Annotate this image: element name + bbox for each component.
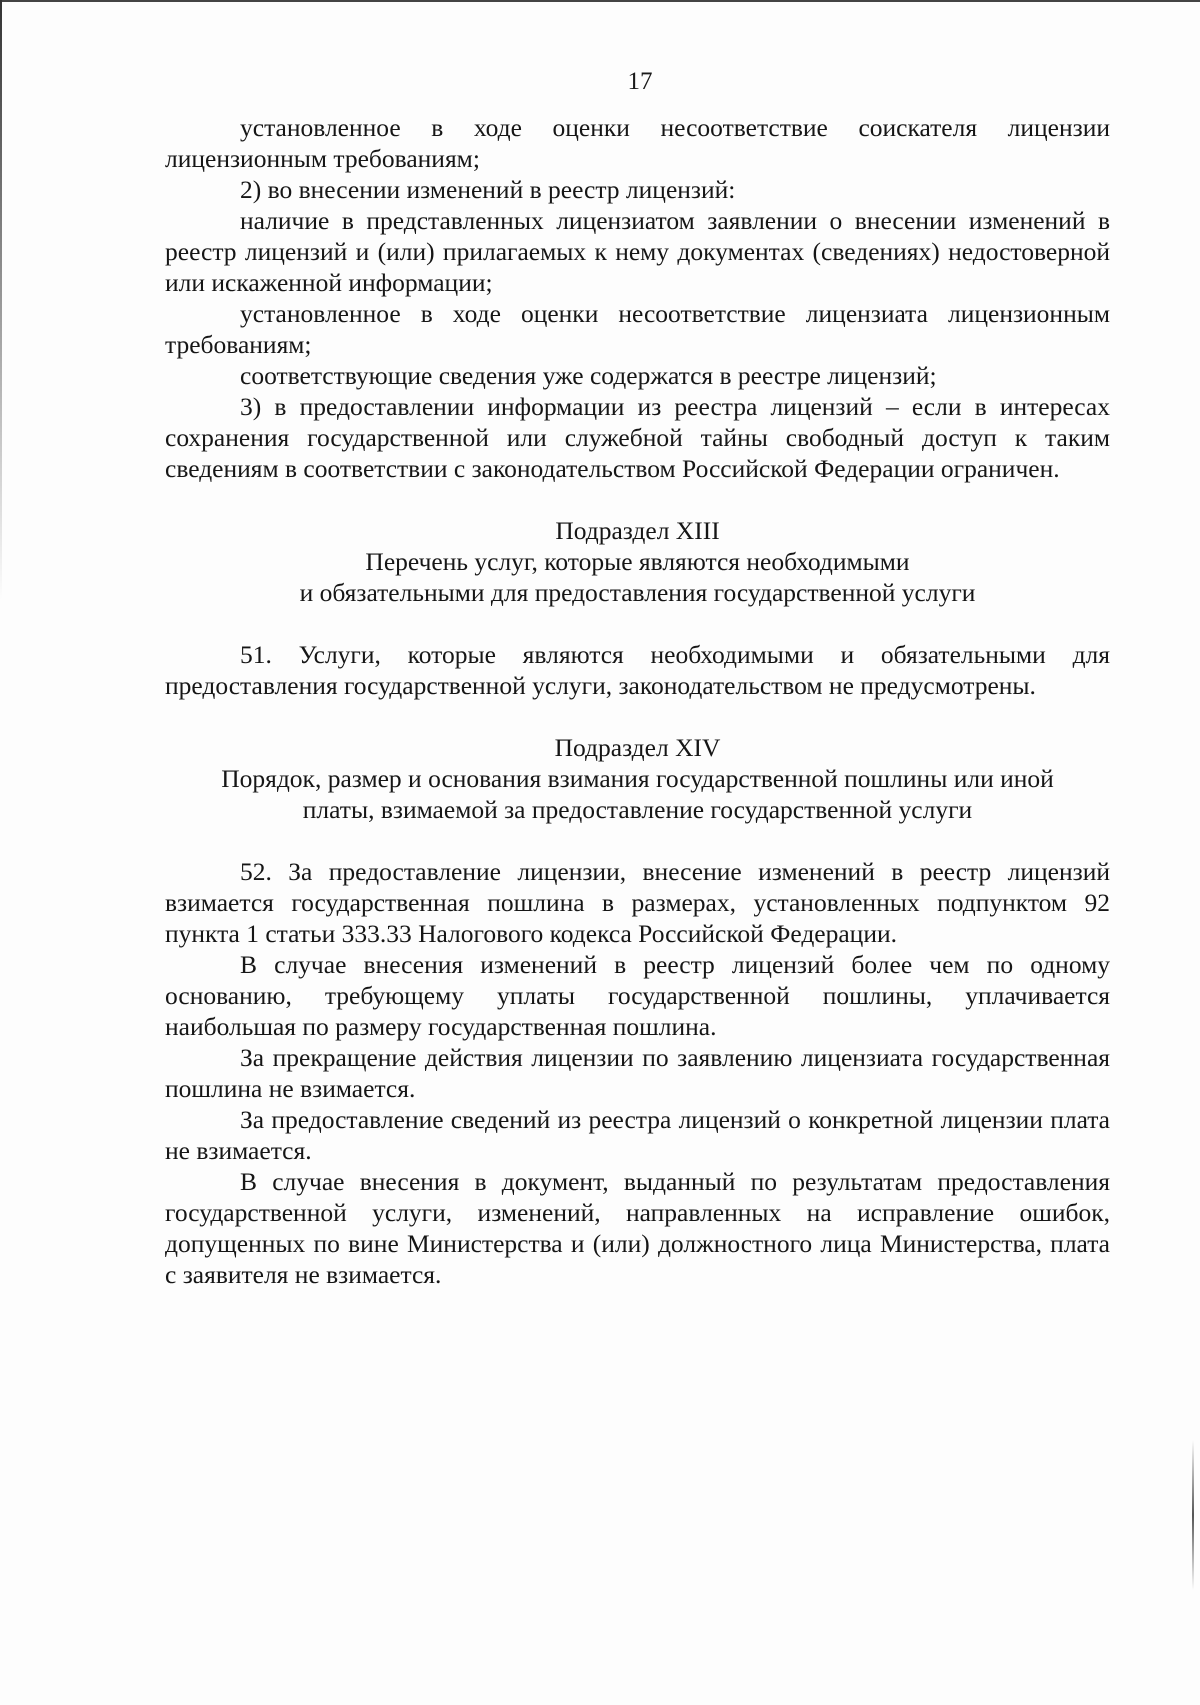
section-13-subtitle-line2: и обязательными для предоставления государственной услуги [299, 578, 976, 607]
paragraph: В случае внесения в документ, выданный по результатам предоставления государственной услуги, изменений, направленных на исправление ошибок, допущенных по вине Министерства и (или) должностного лица Министерства, плата с заявителя не взимается. [165, 1167, 1110, 1289]
document-body [165, 112, 1110, 1290]
section-13-subtitle-line1: Перечень услуг, которые являются необходимыми [365, 547, 910, 576]
section-14-subtitle-line2: платы, взимаемой за предоставление государственной услуги [302, 795, 973, 824]
section-14-title: Подраздел XIV [554, 733, 721, 762]
section-13-title: Подраздел XIII [555, 516, 720, 545]
scan-edge-right [1192, 1440, 1194, 1590]
paragraph-51: 51. Услуги, которые являются необходимыми и обязательными для предоставления государственной услуги, законодательством не предусмотрены. [165, 640, 1110, 700]
section-14-subtitle-line1: Порядок, размер и основания взимания государственной пошлины или иной [221, 764, 1054, 793]
paragraph: соответствующие сведения уже содержатся в реестре лицензий; [240, 361, 937, 390]
paragraph: 2) во внесении изменений в реестр лицензий: [240, 175, 736, 204]
paragraph: За предоставление сведений из реестра лицензий о конкретной лицензии плата не взимается. [165, 1105, 1110, 1165]
paragraph: наличие в представленных лицензиатом заявлении о внесении изменений в реестр лицензий и (или) прилагаемых к нему документах (сведениях) недостоверной или искаженной информации; [165, 206, 1110, 297]
paragraph: В случае внесения изменений в реестр лицензий более чем по одному основанию, требующему уплаты государственной пошлины, уплачивается наибольшая по размеру государственная пошлина. [165, 950, 1110, 1041]
paragraph: 3) в предоставлении информации из реестра лицензий – если в интересах сохранения государственной или служебной тайны свободный доступ к таким сведениям в соответствии с законодательством Российской Федерации ограничен. [165, 392, 1110, 483]
paragraph: установленное в ходе оценки несоответствие соискателя лицензии лицензионным требованиям; [165, 113, 1110, 173]
paragraph: За прекращение действия лицензии по заявлению лицензиата государственная пошлина не взимается. [165, 1043, 1110, 1103]
paragraph: установленное в ходе оценки несоответствие лицензиата лицензионным требованиям; [165, 299, 1110, 359]
paragraph-52: 52. За предоставление лицензии, внесение изменений в реестр лицензий взимается государственная пошлина в размерах, установленных подпунктом 92 пункта 1 статьи 333.33 Налогового кодекса Российской Федерации. [165, 857, 1110, 948]
scan-edge-top [0, 0, 1200, 2]
page-number: 17 [627, 68, 653, 95]
